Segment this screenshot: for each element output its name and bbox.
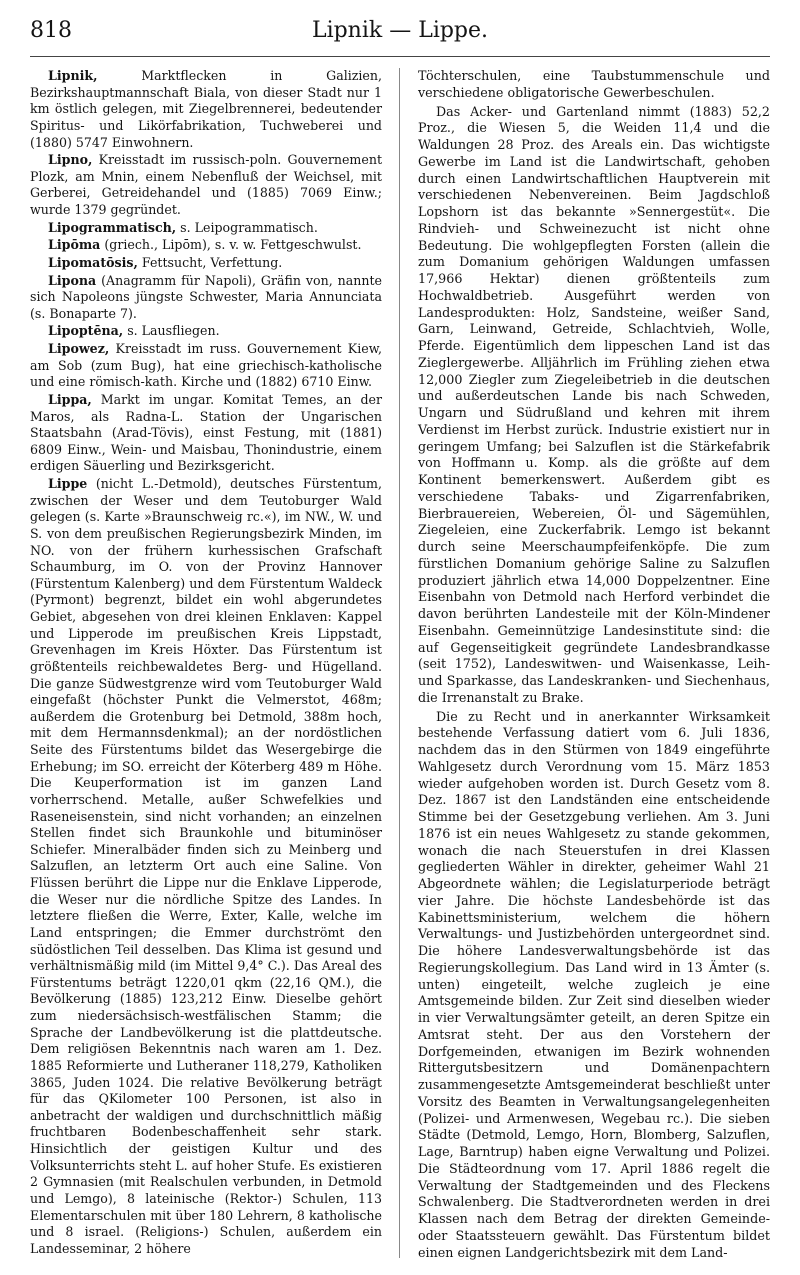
entry-lipoma: [30, 237, 382, 254]
headword: Lipomatōsis,: [48, 254, 138, 270]
headword: Lipno,: [48, 152, 93, 168]
entry-text: Fettsucht, Verfettung.: [137, 254, 283, 270]
entry-lipnik: [30, 68, 382, 151]
right-column: [418, 68, 770, 1263]
entry-lipomatosis: [30, 255, 382, 272]
entry-lipoptena: [30, 323, 382, 340]
running-head: Lipnik — Lippe.: [311, 18, 489, 43]
entry-lipogrammatisch: [30, 220, 382, 237]
entry-lipona: [30, 273, 382, 323]
entry-text: (nicht L.-Detmold), deutsches Fürstentum, zwischen der Weser und dem Teutoburger Wald gelegen (s. Karte »Braunschweig rc.«), im NW., W. und S. von dem preußischen Regierungsbezirk Minden, im NO. von der frühern kurhessischen Grafschaft Schaumburg, im O. von der Provinz Hannover (Fürstentum Kalenberg) und dem Fürstentum Waldeck (Pyrmont) begrenzt, bildet ein wohl abgerundetes Gebiet, abgesehen von drei kleinen Enklaven: Kappel und Lipperode im preußischen Kreis Lippstadt, Grevenhagen im Kreis Höxter. Das Fürstentum ist größtenteils reichbewaldetes Berg- und Hügelland. Die ganze Südwestgrenze wird vom Teutoburger Wald eingefaßt (höchster Punkt die Velmerstot, 468m; außerdem die Grotenburg bei Detmold, 388m hoch, mit dem Hermannsdenkmal); an der nordöstlichen Seite des Fürstentums bildet das Wesergebirge die Erhebung; im SO. erreicht der Köterberg 489 m Höhe. Die Keuperformation ist im ganzen Land vorherrschend. Metalle, außer Schwefelkies und Raseneisenstein, sind nicht vorhanden; an einzelnen Stellen findet sich Braunkohle und bituminöser Schiefer. Mineralbäder finden sich zu Meinberg und Salzuflen, an letzterm Ort auch eine Saline. Von Flüssen berührt die Lippe nur die Enklave Lipperode, die Weser nur die nördliche Spitze des Landes. In letztere fließen die Werre, Exter, Kalle, welche im Land entspringen; die Emmer durchströmt den südöstlichen Teil desselben. Das Klima ist gesund und verhältnismäßig mild (im Mittel 9,4° C.). Das Areal des Fürstentums beträgt 1220,01 qkm (22,16 QM.), die Bevölkerung (1885) 123,212 Einw. Dieselbe gehört zum niedersächsisch-westfälischen Stamm; die Sprache der Landbevölkerung ist die plattdeutsche. Dem religiösen Bekenntnis nach waren am 1. Dez. 1885 Reformierte und Lutheraner 118,279, Katholiken 3865, Juden 1024. Die relative Bevölkerung beträgt für das QKilometer 100 Personen, ist also in anbetracht der waldigen und durchschnittlich mäßig fruchtbaren Bodenbeschaffenheit sehr stark. Hinsichtlich der geistigen Kultur und des Volksunterrichts steht L. auf hoher Stufe. Es existieren 2 Gymnasien (mit Realschulen verbunden, in Detmold und Lemgo), 8 lateinische (Rektor-) Schulen, 113 Elementarschulen mit über 180 Lehrern, 8 katholische und 8 israel. (Religions-) Schulen, außerdem ein Landesseminar, 2 höhere: [30, 476, 382, 1256]
headword: Lipowez,: [48, 341, 110, 356]
left-column: [30, 68, 382, 1258]
headword: Lipoptēna,: [48, 323, 124, 339]
headword: Lipōma: [48, 237, 101, 253]
entry-text: s. Leipogrammatisch.: [176, 219, 318, 235]
entry-text: Kreisstadt im russisch-poln. Gouvernement Plozk, am Mnin, einem Nebenfluß der Weichsel, mit Gerberei, Getreidehandel und (1885) 7069 Einw.; wurde 1379 gegründet.: [30, 152, 382, 217]
entry-text: Marktflecken in Galizien, Bezirkshauptmannschaft Biala, von dieser Stadt nur 1 km östlich gelegen, mit Ziegelbrennerei, bedeutender Spiritus- und Likörfabrikation, Tuchweberei und (1880) 5747 Einwohnern.: [30, 68, 382, 150]
entry-text: s. Lausfliegen.: [123, 323, 220, 339]
entry-text: (Anagramm für Napoli), Gräfin von, nannte sich Napoleons jüngste Schwester, Maria Annunciata (s. Bonaparte 7).: [30, 272, 382, 321]
column-divider: [399, 68, 400, 1258]
paragraph-continuation: Töchterschulen, eine Taubstummenschule und verschiedene obligatorische Gewerbeschulen.: [418, 68, 770, 100]
page-header: [30, 14, 770, 48]
header-rule: [30, 56, 770, 57]
entry-text: (griech., Lipōm), s. v. w. Fettgeschwulst.: [100, 237, 362, 253]
entry-lippa: [30, 392, 382, 475]
entry-text: Kreisstadt im russ. Gouvernement Kiew, am Sob (zum Bug), hat eine griechisch-katholische und eine römisch-kath. Kirche und (1882) 6710 Einw.: [30, 341, 382, 390]
paragraph-economy: Das Acker- und Gartenland nimmt (1883) 52,2 Proz., die Wiesen 5, die Weiden 11,4 und die Waldungen 28 Proz. des Areals ein. Das wichtigste Gewerbe im Land ist die Landwirtschaft, gehoben durch einen Landwirtschaftlichen Hauptverein mit verschiedenen Nebenvereinen. Beim Jagdschloß Lopshorn ist das bekannte »Sennergestüt«. Die Rindvieh- und Schweinezucht ist nicht ohne Bedeutung. Die wohlgepflegten Forsten (allein die zum Domanium gehörigen Waldungen umfassen 17,966 Hektar) dienen größtenteils zum Hochwaldbetrieb. Ausgeführt werden von Landesprodukten: Holz, Sandsteine, weißer Sand, Garn, Leinwand, Getreide, Schlachtvieh, Wolle, Pferde. Eigentümlich dem lippeschen Land ist das Zieglergewerbe. Alljährlich im Frühling ziehen etwa 12,000 Ziegler zum Ziegeleibetrieb in die deutschen und außerdeutschen Lande bis nach Schweden, Ungarn und Südrußland und kehren mit ihrem Verdienst im Herbst zurück. Industrie existiert nur in geringem Umfang; bei Salzuflen ist die Stärkefabrik von Hoffmann u. Komp. als die größte auf dem Kontinent bemerkenswert. Außerdem gibt es verschiedene Tabaks- und Zigarrenfabriken, Bierbrauereien, Webereien, Öl- und Sägemühlen, Ziegeleien, eine Zuckerfabrik. Lemgo ist bekannt durch seine Meerschaumpfeifenköpfe. Die zum fürstlichen Domanium gehörige Saline zu Salzuflen produziert jährlich etwa 14,000 Doppelzentner. Eine Eisenbahn von Detmold nach Herford verbindet die davon berührten Landesteile mit der Köln-Mindener Eisenbahn. Gemeinnützige Landesinstitute sind: die auf Gegenseitigkeit gegründete Landesbrandkasse (seit 1752), Landeswitwen- und Waisenkasse, Leih- und Sparkasse, das Landeskranken- und Siechenhaus, die Irrenanstalt zu Brake.: [418, 103, 770, 705]
headword: Lipogrammatisch,: [48, 219, 177, 235]
headword: Lippa,: [48, 391, 92, 407]
entry-lipowez: [30, 341, 382, 391]
entry-lipno: [30, 152, 382, 219]
entry-text: Markt im ungar. Komitat Temes, an der Maros, als Radna-L. Station der Ungarischen Staatsbahn (Arad-Tövis), einst Festung, mit (1881) 6809 Einw., Wein- und Maisbau, Thonindustrie, einem erdigen Säuerling und Bezirksgericht.: [30, 391, 382, 474]
headword: Lipnik,: [48, 68, 98, 83]
headword: Lipona: [48, 272, 97, 288]
paragraph-constitution: Die zu Recht und in anerkannter Wirksamkeit bestehende Verfassung datiert vom 6. Juli 1836, nachdem das in den Stürmen von 1849 eingeführte Wahlgesetz durch Verordnung vom 15. März 1853 wieder aufgehoben worden ist. Durch Gesetz vom 8. Dez. 1867 ist den Landständen eine entscheidende Stimme bei der Gesetzgebung verliehen. Am 3. Juni 1876 ist ein neues Wahlgesetz zu stande gekommen, wonach die nach Steuerstufen in drei Klassen gegliederten Wähler in direkter, geheimer Wahl 21 Abgeordnete wählen; die Legislaturperiode beträgt vier Jahre. Die höchste Landesbehörde ist das Kabinettsministerium, welchem die höhern Verwaltungs- und Justizbehörden untergeordnet sind. Die höhere Landesverwaltungsbehörde ist das Regierungskollegium. Das Land wird in 13 Ämter (s. unten) eingeteilt, welche zugleich je eine Amtsgemeinde bilden. Zur Zeit sind dieselben wieder in vier Verwaltungsämter geteilt, an deren Spitze ein Amtsrat steht. Der aus den Vorstehern der Dorfgemeinden, etwanigen im Bezirk wohnenden Rittergutsbesitzern und Domänenpachtern zusammengesetzte Amtsgemeinderat beschließt unter Vorsitz des Beamten in Verwaltungsangelegenheiten (Polizei- und Armenwesen, Wegebau rc.). Die sieben Städte (Detmold, Lemgo, Horn, Blomberg, Salzuflen, Lage, Barntrup) haben eigne Verwaltung und Polizei. Die Städteordnung vom 17. April 1886 regelt die Verwaltung der Stadtgemeinden und des Fleckens Schwalenberg. Die Stadtverordneten werden in drei Klassen nach dem Betrag der direkten Gemeinde- oder Staatssteuern gewählt. Das Fürstentum bildet einen eignen Landgerichtsbezirk mit dem Land-: [418, 708, 770, 1260]
entry-lippe: [30, 476, 382, 1257]
page-number: 818: [30, 18, 72, 43]
headword: Lippe: [48, 476, 88, 491]
